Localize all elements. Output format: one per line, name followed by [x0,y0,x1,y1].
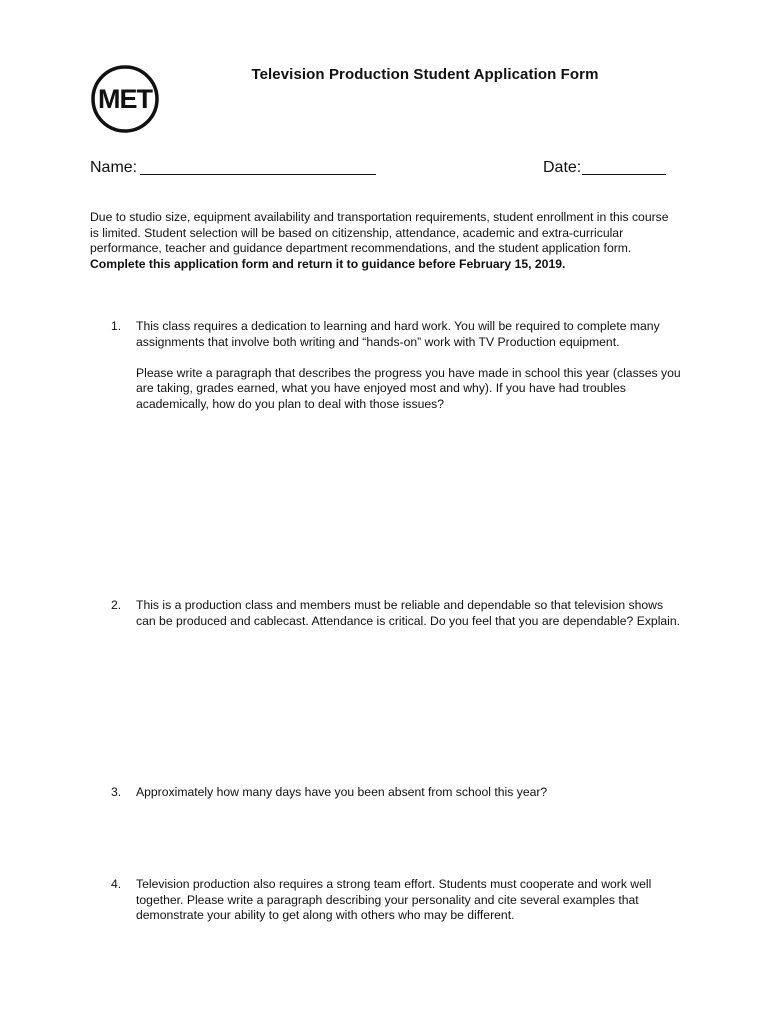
name-label: Name: [90,159,138,176]
question-number: 3. [111,785,122,799]
date-label: Date: [543,159,582,176]
question-number: 4. [111,877,122,891]
question-text: Television production also requires a strong team effort. Students must cooperate and work well together. Please write a paragraph describing your personality and cite several examples that demonstrate your ability to get along with others who may be different. [136,877,652,923]
question-prompt: Please write a paragraph that describes the progress you have made in school this year (classes you are taking, grades earned, what you have enjoyed most and why). If you have had troubles academically, how do you plan to deal with those issues? [136,365,681,411]
met-logo [90,64,160,134]
question-3 [111,785,681,801]
date-blank-line[interactable] [582,158,666,175]
question-text: This is a production class and members must be reliable and dependable so that television shows can be produced and cablecast. Attendance is critical. Do you feel that you are dependable? Explain. [136,598,681,628]
intro-paragraph [90,210,675,272]
question-number: 1. [111,319,122,333]
question-text: This class requires a dedication to learning and hard work. You will be required to complete many assignments that involve both writing and “hands-on” work with TV Production equipment. [136,319,660,349]
question-number: 2. [111,598,122,612]
logo-text: MET [98,84,152,114]
question-1 [111,319,681,413]
date-field[interactable] [543,158,666,177]
question-2 [111,598,681,629]
page-title: Television Production Student Application Form [251,66,599,83]
intro-deadline: Complete this application form and return it to guidance before February 15, 2019. [90,256,566,271]
name-field[interactable] [90,158,376,177]
name-blank-line[interactable] [140,158,376,175]
question-text: Approximately how many days have you been absent from school this year? [136,785,548,799]
question-4 [111,877,681,924]
intro-text: Due to studio size, equipment availability and transportation requirements, student enrollment in this course is limited. Student selection will be based on citizenship, attendance, academic and extra-curricular performance, teacher and guidance department recommendations, and the student application form. [90,210,669,256]
met-logo-icon [90,64,160,134]
